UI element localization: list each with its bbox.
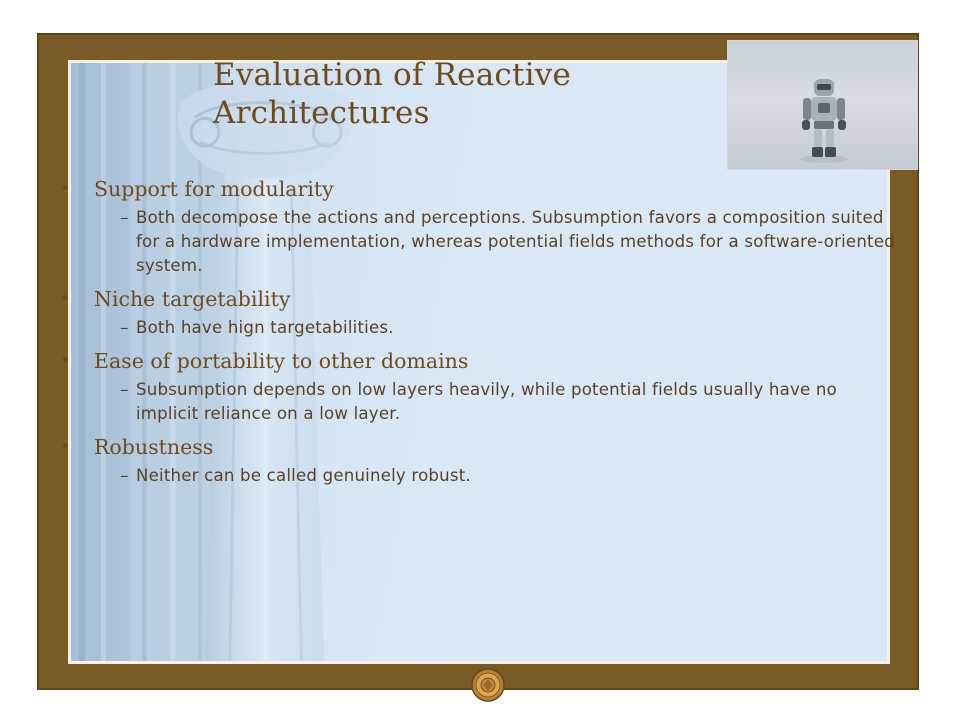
sub-bullet-text: Neither can be called genuinely robust. — [136, 466, 471, 485]
bullet-list — [60, 172, 895, 496]
sub-bullet-item — [60, 316, 896, 340]
bullet-item — [60, 434, 890, 460]
sub-bullet-item — [60, 206, 896, 278]
bullet-text: Ease of portability to other domains — [94, 349, 469, 373]
sub-bullet-marker: – — [120, 208, 129, 228]
sub-bullet-text: Subsumption depends on low layers heavily, while potential fields usually have no implicit reliance on a low layer. — [136, 380, 837, 423]
sub-bullet-marker: – — [120, 318, 129, 338]
robot-photo — [727, 40, 918, 170]
robot-icon — [728, 41, 917, 169]
sub-bullet-item — [60, 464, 896, 488]
sub-bullet-text: Both decompose the actions and perceptions. Subsumption favors a composition suited for a hardware implementation, whereas potential fields methods for a software-oriented system. — [136, 208, 895, 275]
university-seal-icon — [471, 668, 505, 702]
sub-bullet-marker: – — [120, 466, 129, 486]
bullet-item — [60, 176, 890, 202]
sub-bullet-item — [60, 378, 896, 426]
bullet-marker: • — [60, 288, 71, 309]
bullet-text: Robustness — [94, 435, 214, 459]
bullet-text: Niche targetability — [94, 287, 291, 311]
bullet-marker: • — [60, 350, 71, 371]
sub-bullet-marker: – — [120, 380, 129, 400]
sub-bullet-text: Both have hign targetabilities. — [136, 318, 394, 337]
bullet-marker: • — [60, 436, 71, 457]
slide-title: Evaluation of Reactive Architectures — [213, 57, 571, 131]
bullet-item — [60, 286, 890, 312]
bullet-marker: • — [60, 178, 71, 199]
bullet-text: Support for modularity — [94, 177, 334, 201]
bullet-item — [60, 348, 890, 374]
